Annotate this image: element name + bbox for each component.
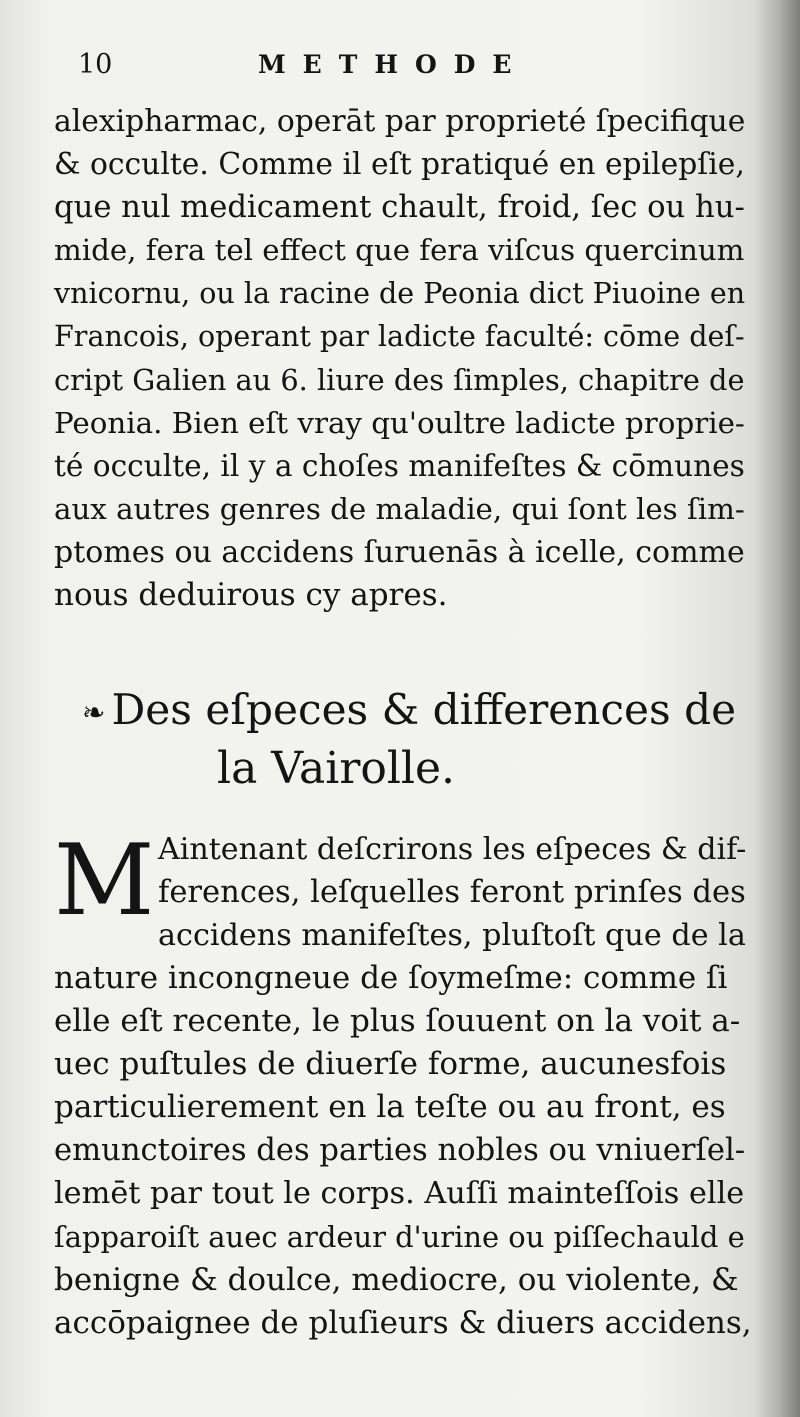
text-line: nous deduirous cy apres.: [54, 577, 448, 614]
page-header: [78, 44, 758, 86]
text-line: benigne & doulce, mediocre, ou violente, &: [54, 1261, 739, 1298]
text-line: nature incongneue de ſoymeſme: comme ſi: [54, 960, 728, 996]
text-line: ſapparoiſt auec ardeur d'urine ou piſſechauld e: [54, 1219, 745, 1254]
text-line: vnicornu, ou la racine de Peonia dict Piuoine en: [54, 277, 746, 311]
page-gutter-shadow: [754, 0, 800, 1417]
drop-cap: M: [54, 824, 155, 938]
paragraph-2-indented: [158, 828, 752, 957]
text-line: emunctoires des parties nobles ou vniuerſel-: [54, 1133, 746, 1169]
paragraph-2: [54, 957, 752, 1345]
text-line: que nul medicament chault, froid, ſec ou hu-: [54, 190, 745, 226]
text-line: & occulte. Comme il eſt pratiqué en epilepſie,: [54, 147, 745, 183]
text-line: mide, fera tel effect que fera viſcus quercinum: [54, 233, 745, 268]
paragraph-1: [54, 100, 752, 617]
chapter-title-text-1: Des eſpeces & differences de: [111, 685, 737, 734]
text-line: Francois, operant par ladicte faculté: cōme deſ-: [54, 319, 745, 354]
text-line: elle eſt recente, le plus ſouuent on la voit a-: [54, 1003, 741, 1040]
text-line: alexipharmac, operāt par proprieté ſpecifique: [54, 104, 746, 139]
fleuron-icon: ❧: [82, 696, 106, 729]
text-line: accidens manifeſtes, pluſtoſt que de la: [158, 918, 746, 954]
text-line: té occulte, il y a choſes manifeſtes & cōmunes: [54, 448, 745, 483]
text-line: uec puſtules de diuerſe forme, aucunesfois: [54, 1046, 727, 1083]
chapter-title: [82, 682, 742, 797]
text-line: aux autres genres de maladie, qui ſont les ſim-: [54, 491, 745, 526]
text-line: ptomes ou accidens ſuruenās à icelle, comme: [54, 534, 745, 570]
chapter-title-line-2: la Vairolle.: [217, 743, 456, 794]
text-line: ferences, leſquelles feront prinſes des: [158, 875, 746, 911]
chapter-title-line-1: [82, 682, 742, 741]
text-line: particulierement en la teſte ou au front, es: [54, 1089, 726, 1126]
text-line: Aintenant deſcrirons les eſpeces & dif-: [158, 832, 747, 867]
text-line: Peonia. Bien eſt vray qu'oultre ladicte proprie-: [54, 405, 745, 440]
page-number: 10: [78, 49, 113, 80]
text-line: cript Galien au 6. liure des ſimples, chapitre de: [54, 362, 745, 397]
text-line: lemēt par tout le corps. Auſſi mainteſſois elle: [54, 1176, 745, 1212]
text-line: accōpaignee de pluſieurs & diuers accidens,: [54, 1304, 752, 1341]
running-head: METHODE: [258, 50, 529, 79]
